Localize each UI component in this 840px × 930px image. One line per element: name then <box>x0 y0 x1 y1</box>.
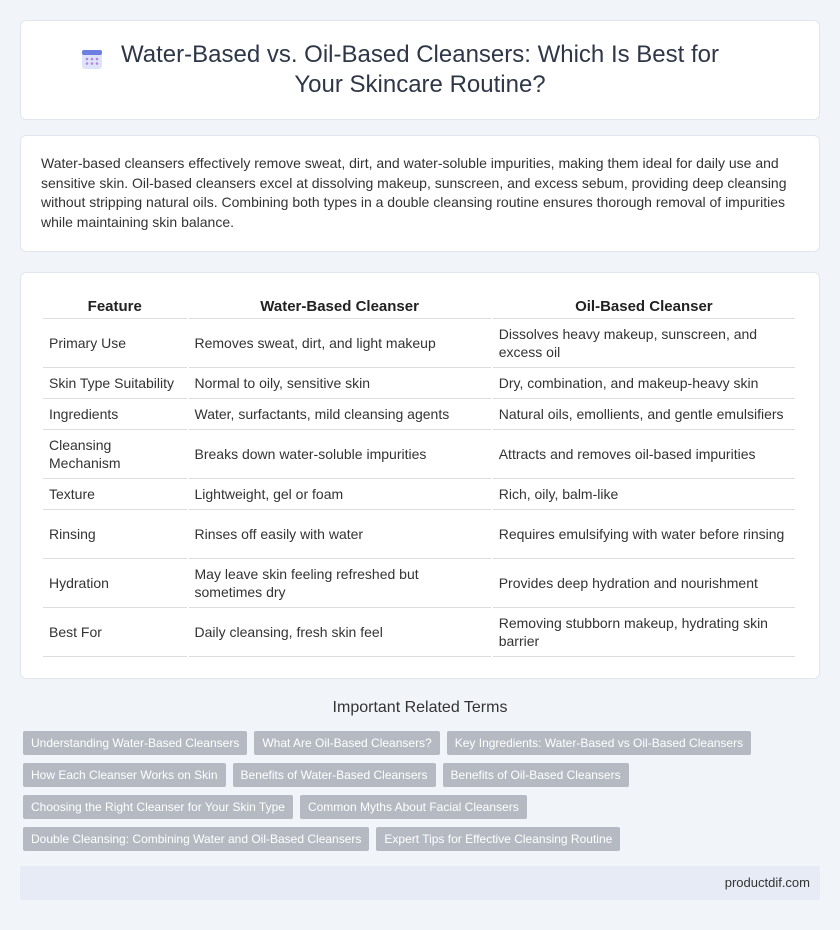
water-cell: Normal to oily, sensitive skin <box>189 368 491 399</box>
oil-cell: Rich, oily, balm-like <box>493 479 795 510</box>
title-card <box>20 20 820 120</box>
water-cell: Removes sweat, dirt, and light makeup <box>189 319 491 368</box>
table-row <box>43 559 795 608</box>
feature-cell: Texture <box>43 479 187 510</box>
table-row <box>43 479 795 510</box>
table-row <box>43 368 795 399</box>
related-term-tag[interactable]: Benefits of Water-Based Cleansers <box>233 763 436 787</box>
table-row <box>43 399 795 430</box>
related-terms-heading: Important Related Terms <box>332 699 508 716</box>
header-feature: Feature <box>43 291 187 319</box>
tag-row <box>23 795 823 819</box>
water-cell: Water, surfactants, mild cleansing agents <box>189 399 491 430</box>
oil-cell: Removing stubborn makeup, hydrating skin barrier <box>493 608 795 657</box>
feature-cell: Cleansing Mechanism <box>43 430 187 479</box>
table-header-row <box>43 291 795 319</box>
feature-cell: Hydration <box>43 559 187 608</box>
tag-row <box>23 827 823 851</box>
water-cell: May leave skin feeling refreshed but sometimes dry <box>189 559 491 608</box>
water-cell: Breaks down water-soluble impurities <box>189 430 491 479</box>
oil-cell: Dry, combination, and makeup-heavy skin <box>493 368 795 399</box>
intro-paragraph: Water-based cleansers effectively remove sweat, dirt, and water-soluble impurities, making them ideal for daily use and sensitive skin. Oil-based cleansers excel at dissolving makeup, sunscreen, and excess sebum, providing deep cleansing without stripping natural oils. Combining both types in a double cleansing routine ensures thorough removal of impurities while maintaining skin balance. <box>41 155 787 230</box>
related-term-tag[interactable]: Expert Tips for Effective Cleansing Routine <box>376 827 620 851</box>
related-term-tag[interactable]: Choosing the Right Cleanser for Your Skin Type <box>23 795 293 819</box>
oil-cell: Dissolves heavy makeup, sunscreen, and excess oil <box>493 319 795 368</box>
related-term-tag[interactable]: Benefits of Oil-Based Cleansers <box>443 763 629 787</box>
table-row <box>43 510 795 559</box>
table-row <box>43 319 795 368</box>
tag-row <box>23 731 823 755</box>
feature-cell: Skin Type Suitability <box>43 368 187 399</box>
header-oil-based: Oil-Based Cleanser <box>493 291 795 319</box>
intro-card <box>20 135 820 252</box>
tag-row <box>23 763 823 787</box>
oil-cell: Attracts and removes oil-based impurities <box>493 430 795 479</box>
oil-cell: Requires emulsifying with water before rinsing <box>493 510 795 559</box>
related-term-tag[interactable]: How Each Cleanser Works on Skin <box>23 763 226 787</box>
footer <box>20 866 820 900</box>
water-cell: Daily cleansing, fresh skin feel <box>189 608 491 657</box>
related-term-tag[interactable]: Understanding Water-Based Cleansers <box>23 731 247 755</box>
table-row <box>43 608 795 657</box>
header-water-based: Water-Based Cleanser <box>189 291 491 319</box>
water-cell: Lightweight, gel or foam <box>189 479 491 510</box>
feature-cell: Rinsing <box>43 510 187 559</box>
related-term-tag[interactable]: Key Ingredients: Water-Based vs Oil-Based Cleansers <box>447 731 751 755</box>
comparison-card <box>20 272 820 679</box>
related-term-tag[interactable]: Common Myths About Facial Cleansers <box>300 795 527 819</box>
related-term-tag[interactable]: What Are Oil-Based Cleansers? <box>254 731 439 755</box>
feature-cell: Ingredients <box>43 399 187 430</box>
table-row <box>43 430 795 479</box>
footer-site: productdif.com <box>724 875 810 890</box>
oil-cell: Provides deep hydration and nourishment <box>493 559 795 608</box>
page-title: Water-Based vs. Oil-Based Cleansers: Which Is Best for Your Skincare Routine? <box>121 41 719 98</box>
feature-cell: Primary Use <box>43 319 187 368</box>
oil-cell: Natural oils, emollients, and gentle emulsifiers <box>493 399 795 430</box>
related-terms-list <box>23 731 823 859</box>
feature-cell: Best For <box>43 608 187 657</box>
water-cell: Rinses off easily with water <box>189 510 491 559</box>
comparison-table <box>41 291 797 657</box>
related-term-tag[interactable]: Double Cleansing: Combining Water and Oil-Based Cleansers <box>23 827 369 851</box>
